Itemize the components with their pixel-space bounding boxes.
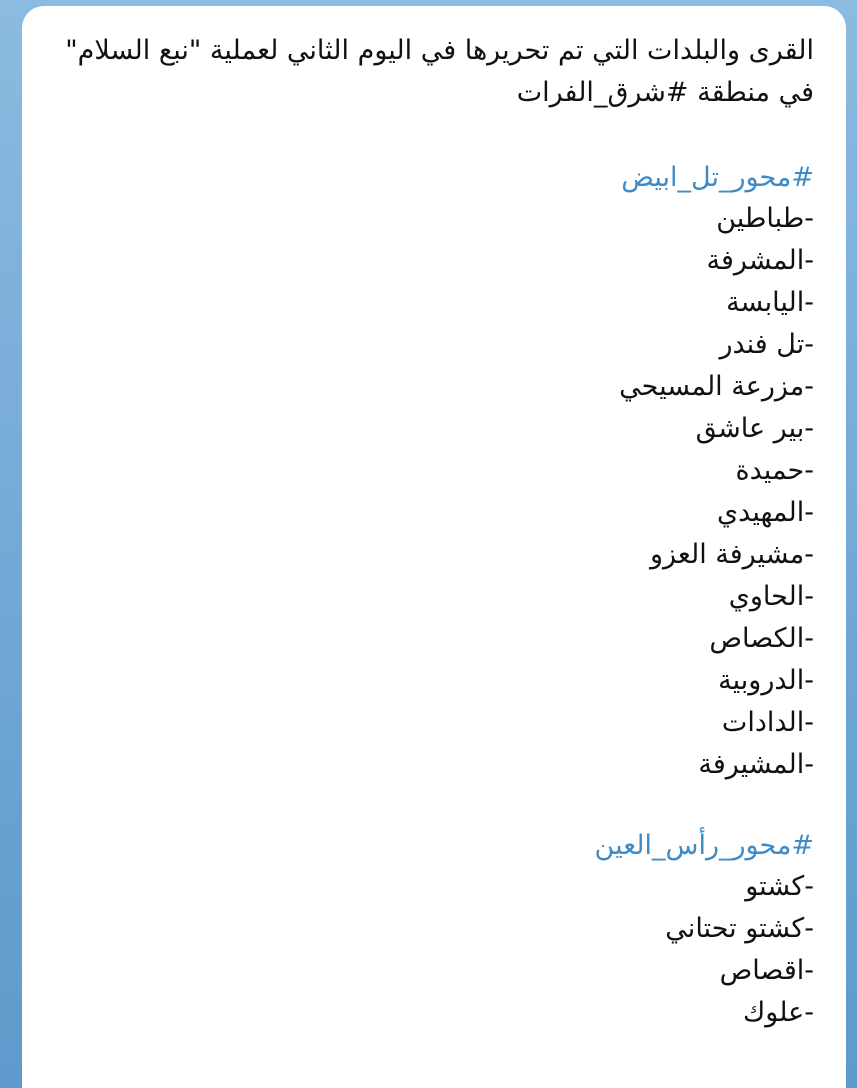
list-item: -حميدة [735,455,814,486]
list-item: -المشرفة [706,245,814,276]
list-item: -المهيدي [717,497,814,528]
section-tal-abyad [46,158,814,786]
list-item: -بير عاشق [695,413,814,444]
list-item: -الدادات [721,707,814,738]
list-item: -مشيرفة العزو [650,539,814,570]
list-item: -طباطين [716,203,814,234]
village-list [46,198,814,786]
village-list [46,866,814,1034]
list-item: -علوك [743,997,814,1028]
list-item: -الحاوي [728,581,814,612]
hashtag-link[interactable]: #محور_رأس_العين [594,830,814,861]
section-ras-al-ain [46,826,814,1034]
list-item: -مزرعة المسيحي [619,371,814,402]
list-item: -كشتو تحتاني [665,913,814,944]
message-header-text: القرى والبلدات التي تم تحريرها في اليوم الثاني لعملية "نبع السلام" في منطقة #شرق_الفرات [65,35,814,108]
list-item: -المشيرفة [698,749,814,780]
list-item: -اقصاص [719,955,814,986]
list-item: -كشتو [745,871,814,902]
list-item: -الدروبية [718,665,814,696]
hashtag-link[interactable]: #محور_تل_ابيض [621,162,814,193]
list-item: -اليابسة [726,287,814,318]
list-item: -تل فندر [719,329,814,360]
message-bubble [22,6,846,1088]
list-item: -الكصاص [709,623,814,654]
